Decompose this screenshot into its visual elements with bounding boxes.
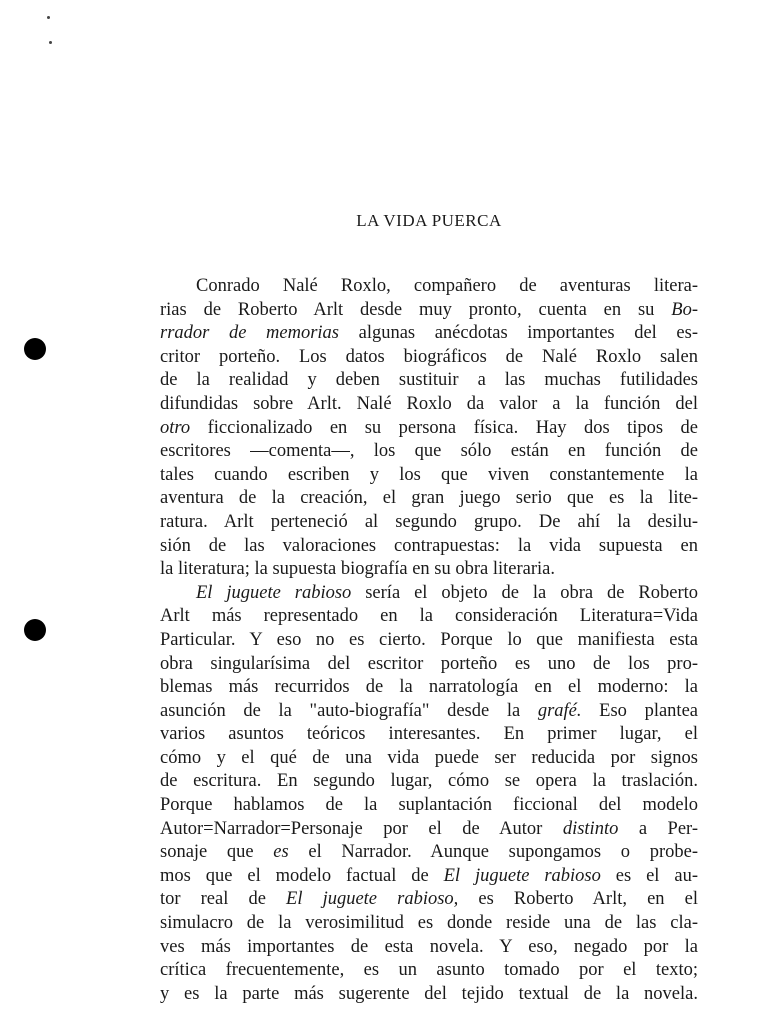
italic-text: grafé. — [537, 700, 582, 721]
text-segment: a Per- — [618, 818, 699, 839]
text-segment: algunas anécdotas importantes del es- — [339, 323, 698, 344]
italic-text: distinto — [562, 818, 619, 839]
text-segment: tales cuando escriben y los que viven constantemente la — [160, 464, 698, 485]
italic-text: es — [273, 842, 289, 863]
text-line — [160, 605, 698, 629]
text-line — [160, 865, 698, 889]
italic-text: Bo- — [671, 299, 698, 320]
text-segment: difundidas sobre Arlt. Nalé Roxlo da valor a la función del — [160, 393, 698, 414]
text-segment: varios asuntos teóricos interesantes. En primer lugar, el — [160, 724, 698, 745]
text-line — [160, 464, 698, 488]
text-line — [160, 983, 698, 1007]
text-segment: rias de Roberto Arlt desde muy pronto, cuenta en su — [160, 299, 672, 320]
text-line — [160, 676, 698, 700]
text-line — [160, 393, 698, 417]
text-line — [160, 653, 698, 677]
text-segment: Particular. Y eso no es cierto. Porque lo que manifiesta esta — [160, 629, 698, 650]
text-segment: Autor=Narrador=Personaje por el de Autor — [160, 818, 563, 839]
dust-speck — [47, 16, 50, 19]
text-line — [160, 440, 698, 464]
text-segment: ficcionalizado en su persona física. Hay dos tipos de — [190, 417, 698, 438]
text-segment: cómo y el qué de una vida puede ser reducida por signos — [160, 747, 698, 768]
body-text — [160, 275, 698, 1006]
text-segment: es Roberto Arlt, en el — [458, 889, 698, 910]
text-line — [160, 535, 698, 559]
text-line — [160, 417, 698, 441]
text-line — [160, 912, 698, 936]
text-line — [160, 700, 698, 724]
text-line — [160, 322, 698, 346]
text-segment: sería el objeto de la obra de Roberto — [351, 582, 698, 603]
text-segment: asunción de la "auto-biografía" desde la — [160, 700, 538, 721]
text-segment: Conrado Nalé Roxlo, compañero de aventuras litera- — [196, 276, 698, 296]
italic-text: El juguete rabioso — [196, 582, 352, 603]
text-line — [160, 582, 698, 606]
text-segment: Eso plantea — [581, 700, 698, 721]
text-segment: obra singularísima del escritor porteño es uno de los pro- — [160, 653, 698, 674]
text-line — [160, 369, 698, 393]
text-line — [160, 275, 698, 299]
dust-speck — [49, 41, 52, 44]
text-segment: tor real de — [160, 889, 287, 910]
text-line — [160, 511, 698, 535]
text-line — [160, 629, 698, 653]
text-segment: aventura de la creación, el gran juego serio que es la lite- — [160, 488, 698, 509]
text-segment: y es la parte más sugerente del tejido textual de la novela. — [160, 983, 698, 1004]
text-segment: mos que el modelo factual de — [160, 865, 444, 886]
text-segment: de escritura. En segundo lugar, cómo se opera la traslación. — [160, 771, 698, 792]
text-line — [160, 888, 698, 912]
italic-text: otro — [160, 417, 191, 438]
text-segment: ratura. Arlt perteneció al segundo grupo. De ahí la desilu- — [160, 511, 698, 532]
text-line — [160, 936, 698, 960]
text-segment: la literatura; la supuesta biografía en su obra literaria. — [160, 559, 556, 580]
binder-hole-top — [24, 338, 46, 360]
text-segment: critor porteño. Los datos biográficos de Nalé Roxlo salen — [160, 346, 698, 367]
chapter-title: LA VIDA PUERCA — [356, 211, 502, 230]
text-line — [160, 299, 698, 323]
text-segment: crítica frecuentemente, es un asunto tomado por el texto; — [160, 960, 698, 981]
text-line — [160, 723, 698, 747]
text-segment: Porque hablamos de la suplantación ficcional del modelo — [160, 795, 698, 816]
text-segment: blemas más recurridos de la narratología en el moderno: la — [160, 677, 698, 698]
text-line — [160, 794, 698, 818]
italic-text: rrador de memorias — [160, 323, 339, 344]
text-line — [160, 346, 698, 370]
text-segment: sión de las valoraciones contrapuestas: la vida supuesta en — [160, 535, 698, 556]
text-segment: es el au- — [600, 865, 698, 886]
text-segment: simulacro de la verosimilitud es donde reside una de las cla- — [160, 913, 698, 934]
text-segment: sonaje que — [160, 842, 274, 863]
text-line — [160, 841, 698, 865]
italic-text: El juguete rabioso, — [286, 889, 459, 910]
text-line — [160, 770, 698, 794]
text-segment: de la realidad y deben sustituir a las muchas futilidades — [160, 370, 698, 391]
binder-hole-bottom — [24, 619, 46, 641]
text-segment: ves más importantes de esta novela. Y eso, negado por la — [160, 936, 698, 957]
text-line — [160, 558, 698, 582]
text-line — [160, 818, 698, 842]
text-segment: el Narrador. Aunque supongamos o probe- — [288, 842, 698, 863]
text-segment: escritores —comenta—, los que sólo están en función de — [160, 441, 698, 462]
text-line — [160, 487, 698, 511]
italic-text: El juguete rabioso — [443, 865, 601, 886]
text-segment: Arlt más representado en la consideración Literatura=Vida — [160, 606, 698, 627]
text-line — [160, 747, 698, 771]
text-line — [160, 959, 698, 983]
